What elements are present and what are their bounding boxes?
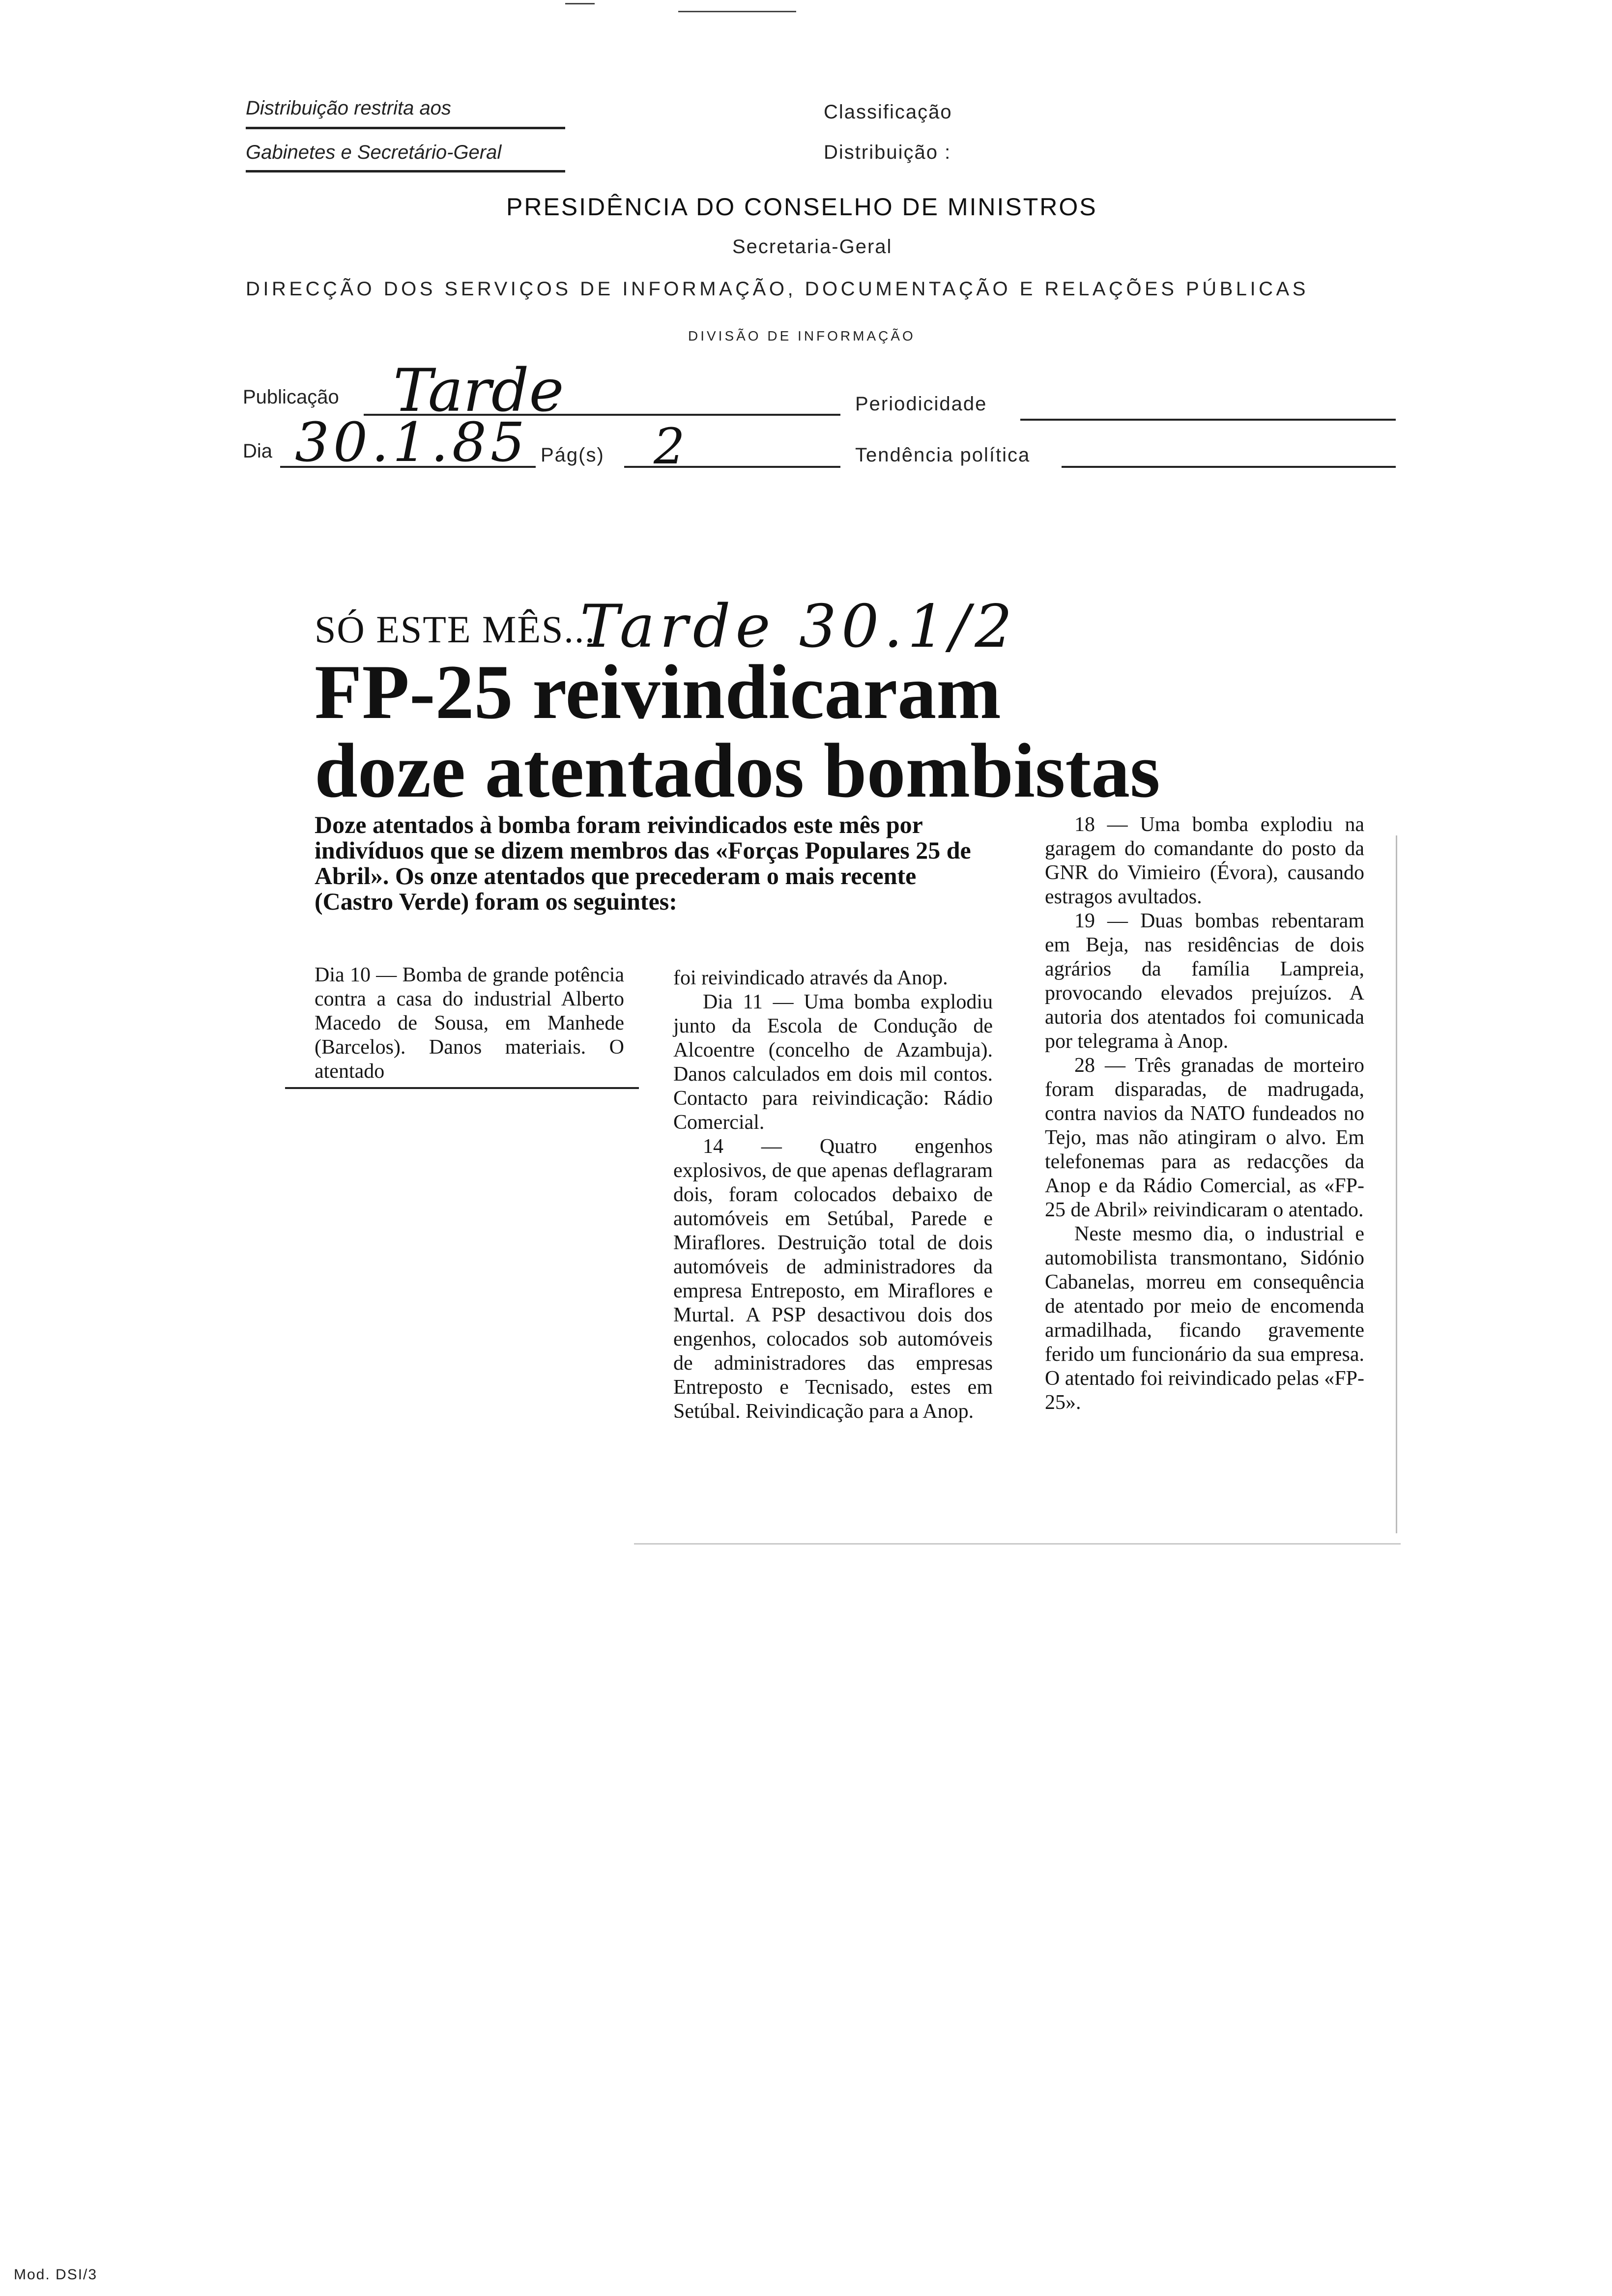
tendency-label: Tendência política: [855, 444, 1031, 466]
article-lead: Doze atentados à bomba foram reivindicados este mês por indivíduos que se dizem membros das «Forças Populares 25 de Abril». Os onze atentados que precederam o mais recente (Castro Verde) foram os seguintes:: [315, 811, 971, 915]
column-1-text: Dia 10 — Bomba de grande potência contra a casa do industrial Alberto Macedo de Sousa, em Manhede (Barcelos). Danos materiais. O atentado: [315, 964, 624, 1083]
periodicity-label: Periodicidade: [855, 393, 987, 415]
pages-label: Pág(s): [541, 444, 604, 466]
column-3-p3: 28 — Três granadas de morteiro foram disparadas, de madrugada, contra navios da NATO fundeados no Tejo, mas não atingiram o alvo. Em telefonemas para as redacções da Anop e da Rádio Comercial, as «FP-25 de Abril» reivindicaram o atentado.: [1045, 1054, 1364, 1221]
scan-mark: [565, 3, 595, 4]
secretariat: Secretaria-Geral: [732, 236, 892, 258]
column-3-p2: 19 — Duas bombas rebentaram em Beja, nas residências de dois agrários da família Lampreia, provocando elevados prejuízos. A autoria dos atentados foi comunicada por telegrama à Anop.: [1045, 910, 1364, 1053]
handwritten-note: Tarde 30.1/2: [580, 593, 1017, 661]
distribution-line-2: Gabinetes e Secretário-Geral: [246, 142, 502, 163]
clipping-edge-mark: [1396, 835, 1397, 1533]
scan-mark: [678, 11, 796, 12]
publication-handwritten: Tarde: [393, 357, 564, 425]
column-2-p2: Dia 11 — Uma bomba explodiu junto da Escola de Condução de Alcoentre (concelho de Azambuja). Danos calculados em dois mil contos. Contacto para reivindicação: Rádio Comercial.: [673, 991, 993, 1134]
divider: [246, 127, 565, 129]
publication-label: Publicação: [243, 386, 339, 408]
tendency-rule: [1062, 466, 1396, 468]
institution-title: PRESIDÊNCIA DO CONSELHO DE MINISTROS: [506, 193, 1097, 221]
headline-line-2: doze atentados bombistas: [315, 728, 1160, 814]
pages-handwritten: 2: [654, 418, 685, 475]
column-3-p4: Neste mesmo dia, o industrial e automobilista transmontano, Sidónio Cabanelas, morreu em consequência de atentado por meio de encomenda armadilhada, ficando gravemente ferido um funcionário da sua empresa. O atentado foi reivindicado pelas «FP-25».: [1045, 1223, 1364, 1414]
clipping-edge-mark: [634, 1543, 1401, 1545]
classification-label: Classificação: [824, 101, 952, 123]
article-column-2: [673, 966, 993, 1424]
distribution-label: Distribuição :: [824, 142, 951, 163]
periodicity-rule: [1020, 419, 1396, 421]
direction-line: DIRECÇÃO DOS SERVIÇOS DE INFORMAÇÃO, DOCUMENTAÇÃO E RELAÇÕES PÚBLICAS: [246, 278, 1309, 300]
column-2-p3: 14 — Quatro engenhos explosivos, de que apenas deflagraram dois, foram colocados debaixo de automóveis em Setúbal, Parede e Miraflores. Destruição total de dois automóveis de administradores da empresa Entreposto, em Miraflores e Murtal. A PSP desactivou dois dos engenhos, colocados sob automóveis de administradores das empresas Entreposto e Tecnisado, estes em Setúbal. Reivindicação para a Anop.: [673, 1135, 993, 1423]
division-line: DIVISÃO DE INFORMAÇÃO: [688, 328, 916, 344]
divider: [246, 170, 565, 172]
article-kicker: SÓ ESTE MÊS...: [315, 608, 596, 651]
day-handwritten: 30.1.85: [295, 411, 529, 474]
column-3-p1: 18 — Uma bomba explodiu na garagem do comandante do posto da GNR do Vimieiro (Évora), causando estragos avultados.: [1045, 813, 1364, 908]
distribution-line-1: Distribuição restrita aos: [246, 97, 451, 119]
column-2-p1: foi reivindicado através da Anop.: [673, 967, 948, 989]
headline-line-1: FP-25 reivindicaram: [315, 649, 1001, 735]
article-column-3: [1045, 813, 1364, 1415]
form-code: Mod. DSI/3: [14, 2267, 98, 2283]
column-1-end-rule: [285, 1087, 639, 1089]
article-column-1: [315, 963, 624, 1084]
day-label: Dia: [243, 440, 273, 462]
